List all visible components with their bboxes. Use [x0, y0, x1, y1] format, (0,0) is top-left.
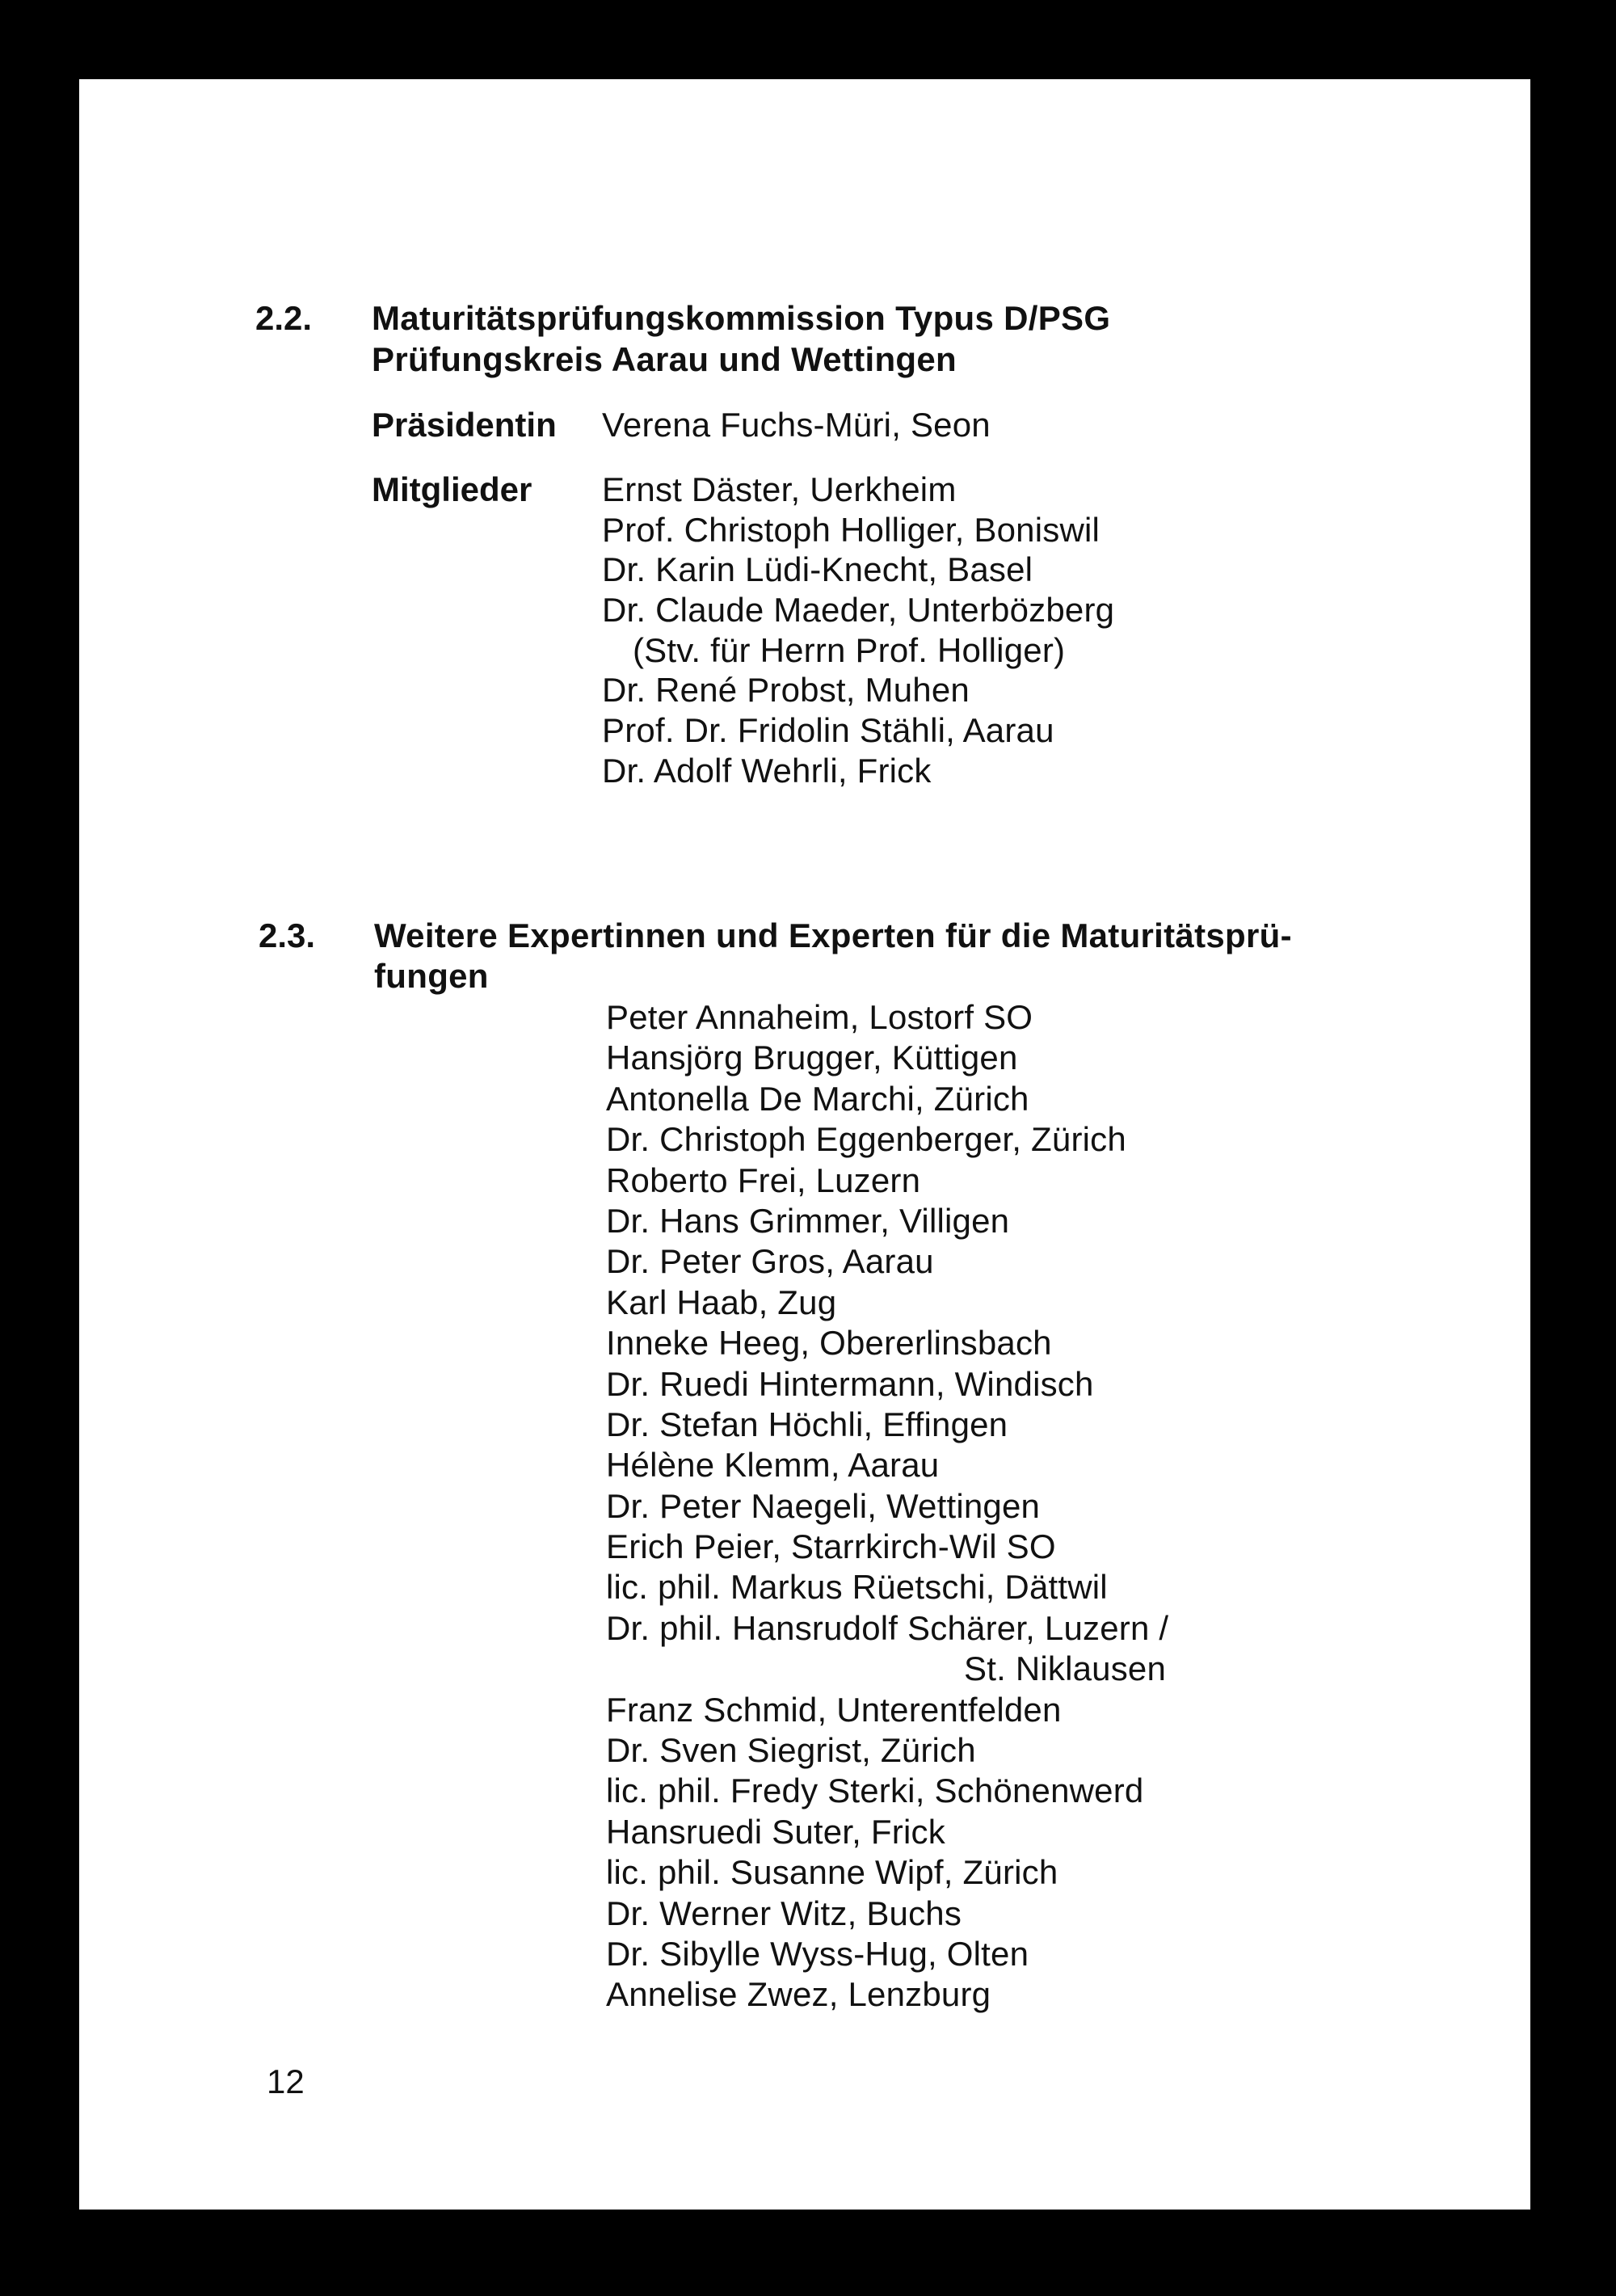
list-item: Dr. Ruedi Hintermann, Windisch: [606, 1364, 1094, 1403]
section-2-3-title-line2: fungen: [374, 957, 489, 995]
list-item: Antonella De Marchi, Zürich: [606, 1079, 1029, 1118]
document-page: [79, 79, 1530, 2210]
list-item: Peter Annaheim, Lostorf SO: [606, 998, 1033, 1036]
list-item: Dr. Werner Witz, Buchs: [606, 1894, 962, 1932]
list-item: Annelise Zwez, Lenzburg: [606, 1975, 991, 2014]
section-2-3-title-line1: Weitere Expertinnen und Experten für die Maturitätsprü-: [374, 916, 1292, 954]
list-item: Hansjörg Brugger, Küttigen: [606, 1038, 1018, 1077]
list-item: Prof. Christoph Holliger, Boniswil: [602, 510, 1100, 549]
list-item: lic. phil. Susanne Wipf, Zürich: [606, 1853, 1058, 1892]
list-item: St. Niklausen: [964, 1649, 1167, 1688]
list-item: Dr. Peter Gros, Aarau: [606, 1242, 934, 1281]
list-item: Dr. Christoph Eggenberger, Zürich: [606, 1120, 1126, 1159]
page-number: 12: [267, 2062, 305, 2100]
list-item: Dr. phil. Hansrudolf Schärer, Luzern /: [606, 1608, 1169, 1647]
list-item: Ernst Däster, Uerkheim: [602, 470, 957, 508]
list-item: Franz Schmid, Unterentfelden: [606, 1690, 1062, 1729]
section-2-2-number: 2.2.: [255, 299, 313, 337]
list-item: Dr. Sven Siegrist, Zürich: [606, 1731, 976, 1770]
list-item: lic. phil. Fredy Sterki, Schönenwerd: [606, 1772, 1144, 1810]
list-item: (Stv. für Herrn Prof. Holliger): [633, 630, 1066, 669]
list-item: Hansruedi Suter, Frick: [606, 1812, 945, 1851]
list-item: Dr. Claude Maeder, Unterbözberg: [602, 591, 1115, 630]
list-item: Dr. René Probst, Muhen: [602, 671, 970, 710]
experts-list: [606, 998, 1168, 2016]
list-item: Prof. Dr. Fridolin Stähli, Aarau: [602, 711, 1054, 750]
list-item: Dr. Peter Naegeli, Wettingen: [606, 1486, 1041, 1525]
members-list: [602, 470, 1114, 792]
list-item: Hélène Klemm, Aarau: [606, 1446, 940, 1485]
president-label: Präsidentin: [372, 406, 557, 444]
list-item: Dr. Stefan Höchli, Effingen: [606, 1405, 1008, 1443]
members-label: Mitglieder: [372, 470, 532, 508]
section-2-3-number: 2.3.: [259, 916, 316, 954]
list-item: Inneke Heeg, Obererlinsbach: [606, 1324, 1052, 1363]
list-item: Dr. Sibylle Wyss-Hug, Olten: [606, 1934, 1029, 1973]
list-item: Karl Haab, Zug: [606, 1283, 837, 1321]
list-item: Dr. Adolf Wehrli, Frick: [602, 751, 932, 790]
section-2-2-title-line1: Maturitätsprüfungskommission Typus D/PSG: [372, 299, 1111, 337]
list-item: Dr. Karin Lüdi-Knecht, Basel: [602, 550, 1033, 589]
list-item: Roberto Frei, Luzern: [606, 1161, 921, 1199]
list-item: Dr. Hans Grimmer, Villigen: [606, 1201, 1010, 1240]
list-item: lic. phil. Markus Rüetschi, Dättwil: [606, 1568, 1108, 1607]
section-2-2-title-line2: Prüfungskreis Aarau und Wettingen: [372, 340, 957, 378]
list-item: Erich Peier, Starrkirch-Wil SO: [606, 1527, 1056, 1566]
president-name: Verena Fuchs-Müri, Seon: [602, 406, 991, 444]
